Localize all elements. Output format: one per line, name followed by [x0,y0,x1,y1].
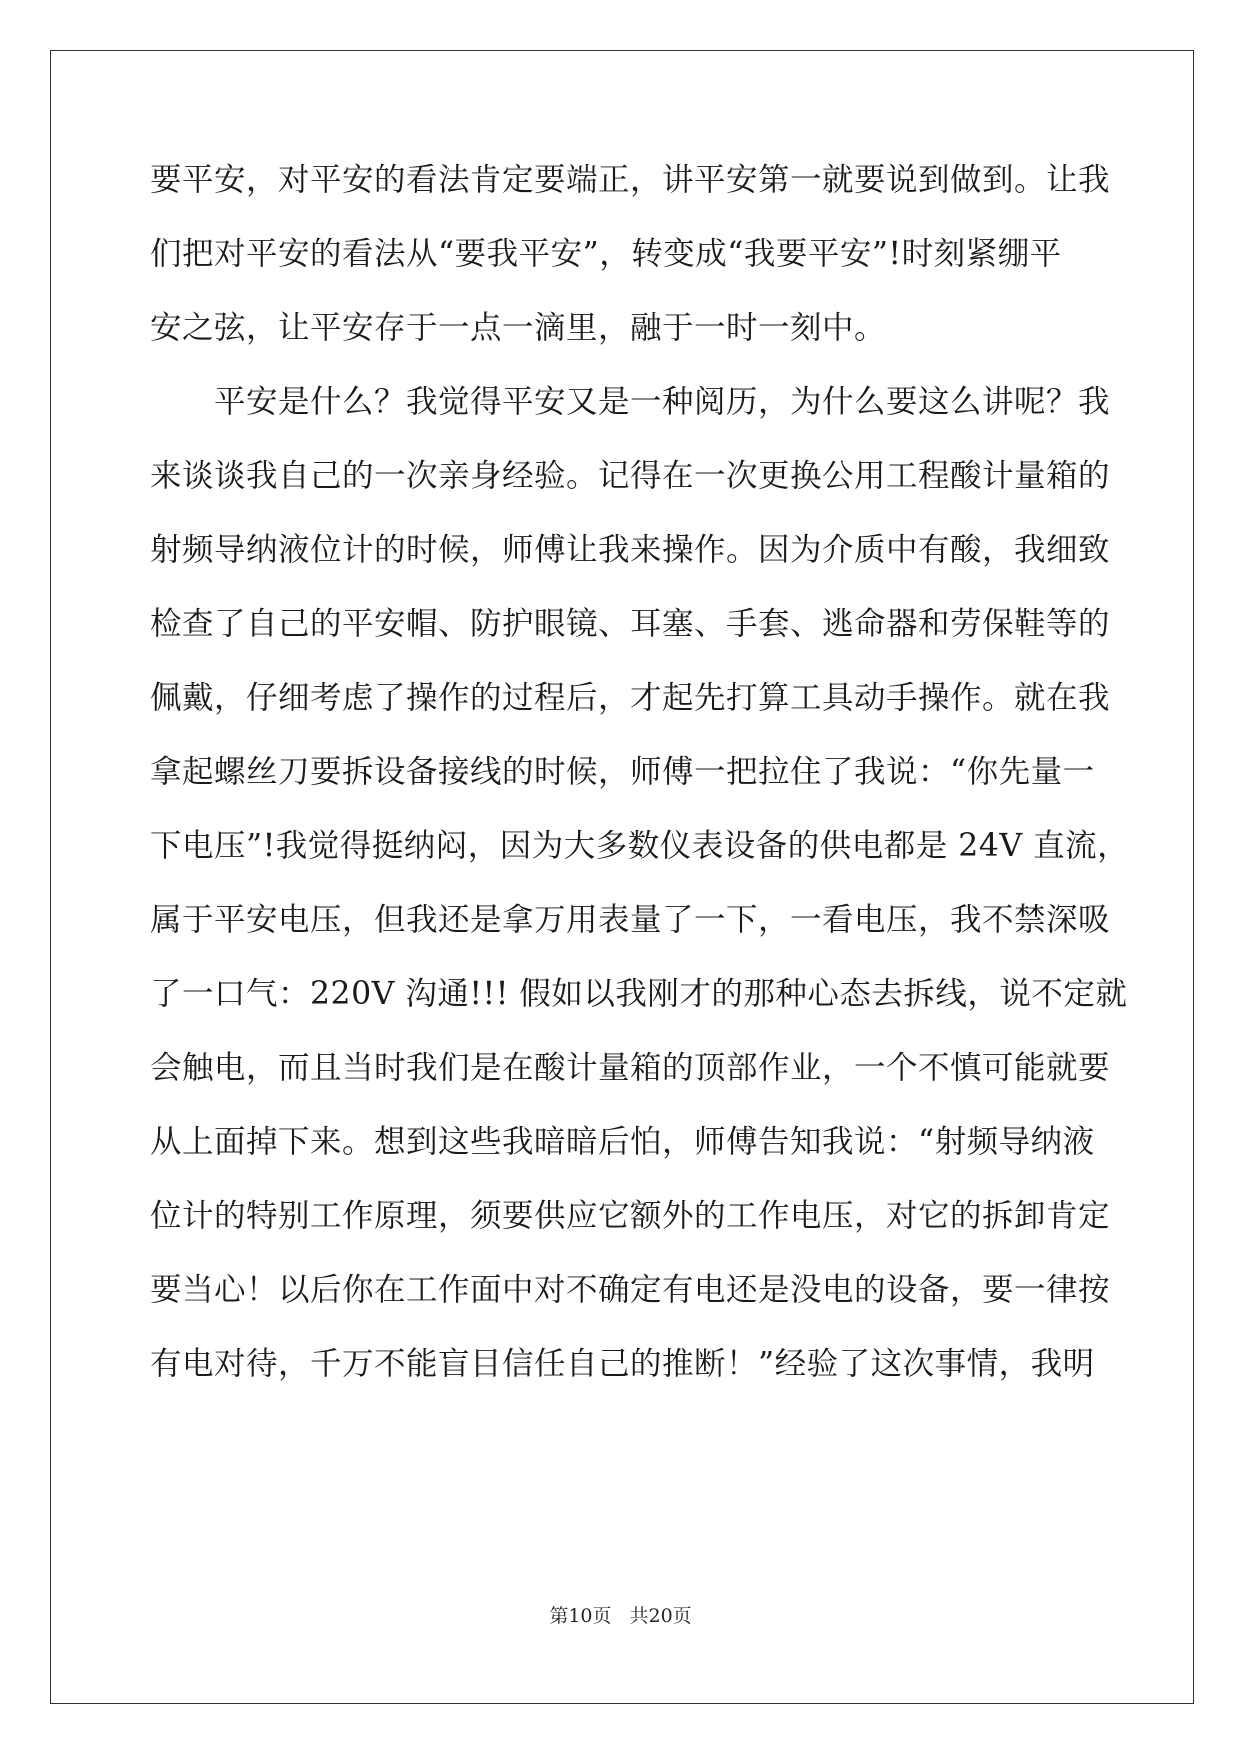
page-footer [0,1604,1241,1628]
text-line: 拿起螺丝刀要拆设备接线的时候，师傅一把拉住了我说：“你先量一 [150,754,1095,790]
page-border [50,50,1194,1704]
text-line: 从上面掉下来。想到这些我暗暗后怕，师傅告知我说：“射频导纳液 [150,1124,1095,1160]
text-line: 了一口气：220V 沟通!!! 假如以我刚才的那种心态去拆线，说不定就 [150,976,1128,1012]
text-line: 来谈谈我自己的一次亲身经验。记得在一次更换公用工程酸计量箱的 [150,458,1111,494]
text-line: 属于平安电压，但我还是拿万用表量了一下，一看电压，我不禁深吸 [150,902,1111,938]
page-number-current: 第10页 [549,1605,612,1627]
text-line: 要平安，对平安的看法肯定要端正，讲平安第一就要说到做到。让我 [150,162,1111,198]
text-line: 检查了自己的平安帽、防护眼镜、耳塞、手套、逃命器和劳保鞋等的 [150,606,1111,642]
text-line: 安之弦，让平安存于一点一滴里，融于一时一刻中。 [150,310,887,346]
text-line: 有电对待，千万不能盲目信任自己的推断！”经验了这次事情，我明 [150,1346,1095,1382]
text-line: 下电压”!我觉得挺纳闷，因为大多数仪表设备的供电都是 24V 直流， [150,828,1130,864]
text-line: 佩戴，仔细考虑了操作的过程后，才起先打算工具动手操作。就在我 [150,680,1111,716]
page-number-total: 共20页 [629,1605,692,1627]
text-line: 们把对平安的看法从“要我平安”，转变成“我要平安”!时刻紧绷平 [150,236,1062,272]
text-line: 会触电，而且当时我们是在酸计量箱的顶部作业，一个不慎可能就要 [150,1050,1111,1086]
text-line: 要当心！以后你在工作面中对不确定有电还是没电的设备，要一律按 [150,1272,1111,1308]
text-line: 位计的特别工作原理，须要供应它额外的工作电压，对它的拆卸肯定 [150,1198,1111,1234]
text-line: 平安是什么？我觉得平安又是一种阅历，为什么要这么讲呢？我 [150,384,1111,420]
text-line: 射频导纳液位计的时候，师傅让我来操作。因为介质中有酸，我细致 [150,532,1111,568]
